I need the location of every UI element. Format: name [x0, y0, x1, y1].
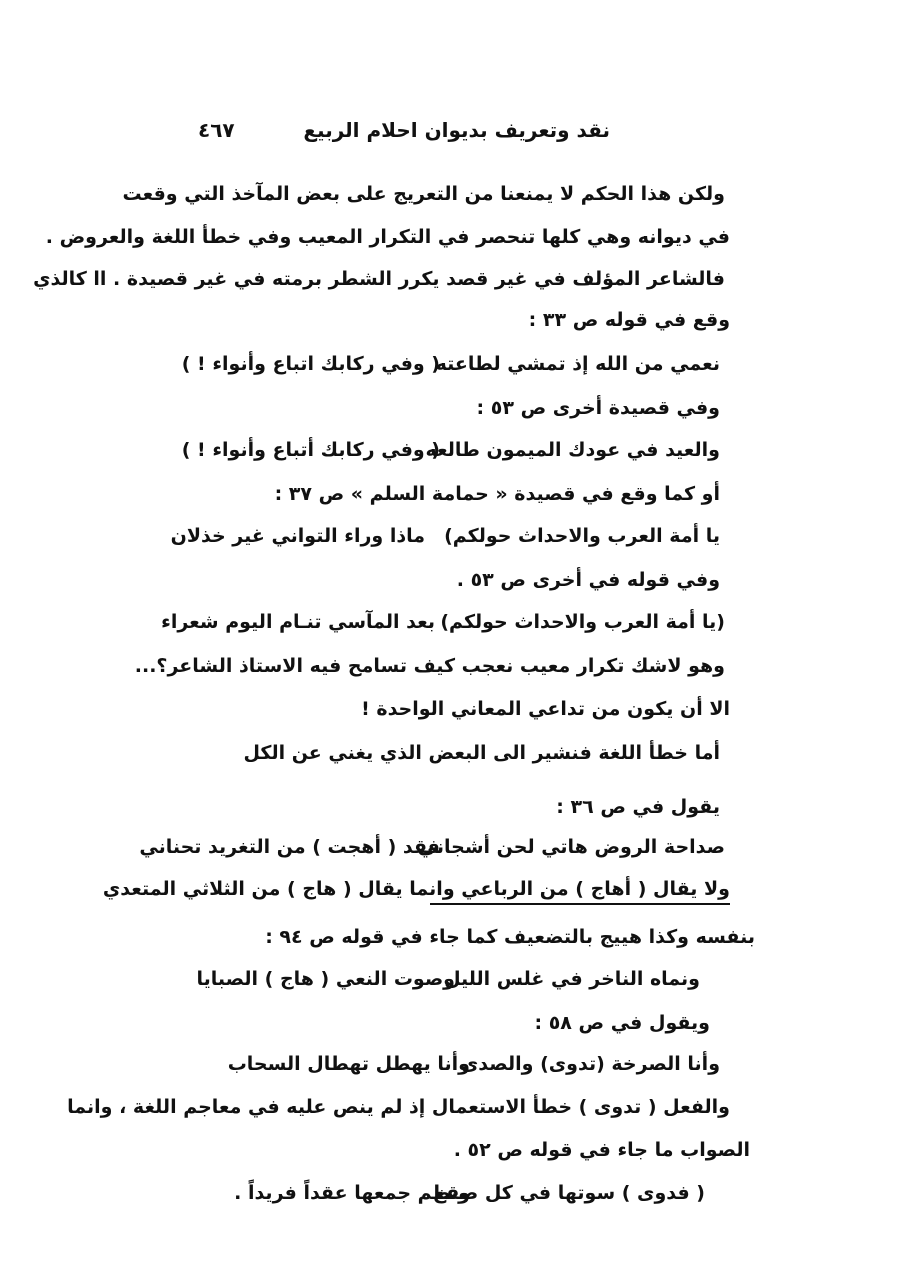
- paragraph-line: الصواب ما جاء في قوله ص ٥٢ .: [453, 1139, 750, 1161]
- paragraph-line: ولكن هذا الحكم لا يمنعنا من التعريج على بعض المآخذ التي وقعت: [122, 183, 725, 205]
- paragraph-line: وفي قصيدة أخرى ص ٥٣ :: [476, 397, 720, 419]
- verse-second-hemistich: بعد المآسي تنـام اليوم شعراء: [161, 611, 435, 633]
- verse-first-hemistich: (يا أمة العرب والاحداث حولكم): [440, 611, 725, 633]
- verse-second-hemistich: ( وفي ركابك أتباع وأنواء ! ): [181, 439, 440, 461]
- verse-first-hemistich: صداحة الروض هاتي لحن أشجاني: [417, 836, 725, 858]
- verse-first-hemistich: ونماه الناخر في غلس الليل: [444, 968, 700, 990]
- verse-second-hemistich: ماذا وراء التواني غير خذلان: [170, 525, 425, 547]
- underline-mark: [430, 903, 730, 905]
- verse-first-hemistich: يا أمة العرب والاحداث حولكم): [444, 525, 720, 547]
- paragraph-line: والفعل ( تدوى ) خطأ الاستعمال إذ لم ينص عليه في معاجم اللغة ، وانما: [67, 1096, 730, 1118]
- paragraph-line: في ديوانه وهي كلها تنحصر في التكرار المعيب وفي خطأ اللغة والعروض .: [45, 226, 730, 248]
- page-number: ٤٦٧: [198, 118, 235, 142]
- verse-second-hemistich: ونظم جمعها عقداً فريداً .: [234, 1182, 470, 1204]
- verse-first-hemistich: ( فدوى ) سوتها في كل صقع: [433, 1182, 705, 1204]
- paragraph-line: أما خطأ اللغة فنشير الى البعض الذي يغني عن الكل: [243, 742, 720, 764]
- paragraph-line: الا أن يكون من تداعي المعاني الواحدة !: [361, 698, 730, 720]
- verse-first-hemistich: وأنا الصرخة (تدوى) والصدى: [460, 1053, 720, 1075]
- running-header: نقد وتعريف بديوان احلام الربيع: [303, 118, 610, 142]
- verse-second-hemistich: وصوت النعي ( هاج ) الصبايا: [196, 968, 455, 990]
- verse-second-hemistich: ( وفي ركابك اتباع وأنواء ! ): [181, 353, 440, 375]
- paragraph-line: ولا يقال ( أهاج ) من الرباعي وانما يقال ( هاج ) من الثلاثي المتعدي: [102, 878, 730, 900]
- paragraph-line: يقول في ص ٣٦ :: [556, 796, 720, 818]
- paragraph-line: ويقول في ص ٥٨ :: [534, 1012, 710, 1034]
- verse-first-hemistich: نعمي من الله إذ تمشي لطاعته: [435, 353, 720, 375]
- paragraph-line: وفي قوله في أخرى ص ٥٣ .: [456, 569, 720, 591]
- paragraph-line: وهو لاشك تكرار معيب نعجب كيف تسامح فيه الاستاذ الشاعر؟...: [134, 655, 725, 677]
- paragraph-line: وقع في قوله ص ٣٣ :: [528, 309, 730, 331]
- paragraph-line: أو كما وقع في قصيدة « حمامة السلم » ص ٣٧ :: [274, 483, 720, 505]
- verse-first-hemistich: والعيد في عودك الميمون طالعه: [425, 439, 720, 461]
- verse-second-hemistich: فقد ( أهجت ) من التغريد تحناني: [139, 836, 440, 858]
- paragraph-line: فالشاعر المؤلف في غير قصد يكرر الشطر برمته في غير قصيدة . اا كالذي: [33, 268, 725, 290]
- verse-second-hemistich: وأنا يهطل تهطال السحاب: [227, 1053, 470, 1075]
- paragraph-line: بنفسه وكذا هييج بالتضعيف كما جاء في قوله ص ٩٤ :: [265, 926, 755, 948]
